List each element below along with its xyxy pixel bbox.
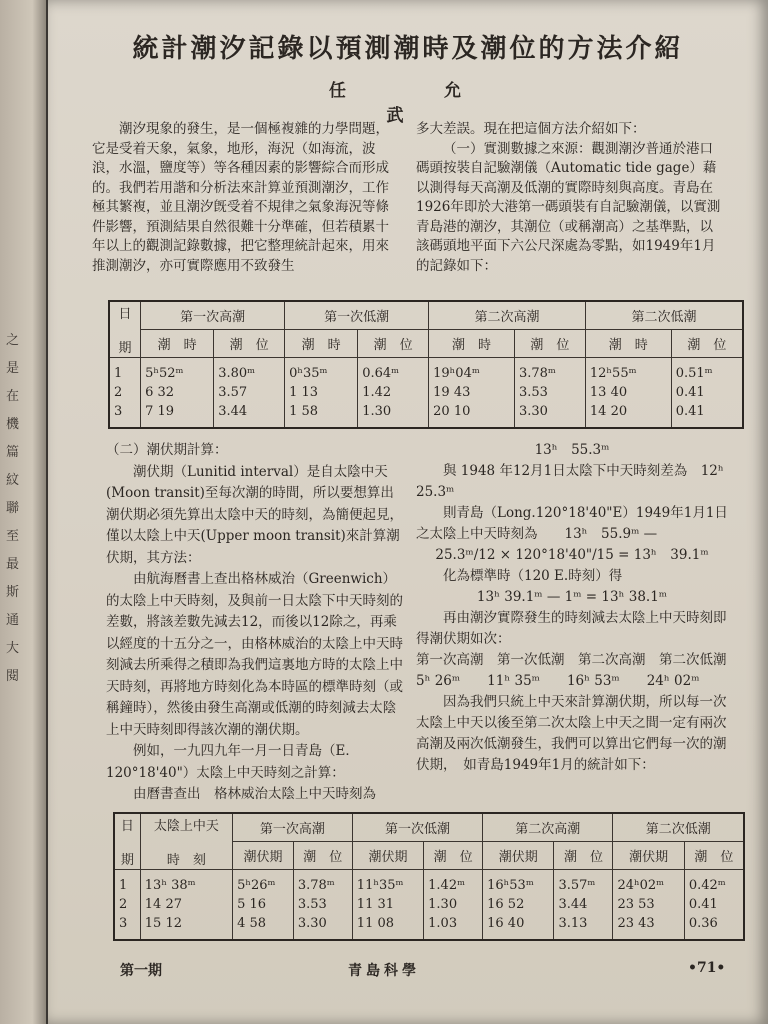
- table2-group-header: 第二次低潮: [613, 813, 744, 842]
- section2-heading: （二）潮伏期計算：: [106, 442, 228, 458]
- table2-values-cell: 0.42ᵐ 0.41 0.36: [684, 870, 744, 941]
- intro-paragraph: 潮汐現象的發生，是一個極複雜的力學問題，它是受着天象，氣象，地形，海況（如海流，波浪，水溫，鹽度等）等各種因素的影響綜合而形成的。我們若用諧和分析法來計算並預測潮汐，工作極其繁複，並且潮汐旣受着不規律之氣象海況等條件影響，預測結果自然很難十分準確，但若積累十年以上的觀測記錄數據，把它整理統計起來，用來推測潮汐，亦可實際應用不致發生: [92, 121, 389, 274]
- table2-values-cell: 16ʰ53ᵐ 16 52 16 40: [483, 870, 554, 941]
- section2-paragraph: 由曆書查出 格林威治太陰上中天時刻為: [133, 786, 376, 802]
- table1-subheader-time: 潮 時: [141, 330, 214, 358]
- section2-right-column: [416, 440, 738, 776]
- adjacent-page-glyph: 在: [6, 389, 20, 404]
- table1-values-cell: 0.64ᵐ 1.42 1.30: [358, 358, 429, 429]
- section1-paragraph: （一）實測數據之來源：觀測潮汐普通於港口碼頭按裝自記驗潮儀（Automatic tide gage）藉以測得每天高潮及低潮的實際時刻與高度。青島在1926年即於大港第一碼頭裝有自記驗潮儀，以實測青島港的潮汐，其潮位（或稱潮高）之基準點，以該碼頭地平面下六公尺深處為零點，如1949年1月的記錄如下：: [416, 140, 721, 274]
- calc-line: 則青島（Long.120°18'40"E）1949年1月1日之太陰上中天時刻為 13ʰ 55.9ᵐ —: [416, 505, 728, 542]
- table2-days-cell: 1 2 3: [114, 870, 140, 941]
- table1-subheader-time: 潮 時: [285, 330, 358, 358]
- table2-group-header: 第一次高潮: [233, 813, 353, 842]
- table1-values-cell: 0.51ᵐ 0.41 0.41: [671, 358, 743, 429]
- adjacent-page-glyph: 聯: [6, 501, 20, 516]
- adjacent-page-glyph: 之: [6, 333, 20, 348]
- article-author: 任 允 武: [329, 81, 507, 126]
- interval-headings: 第一次高潮 第一次低潮 第二次高潮 第二次低潮: [416, 652, 727, 668]
- footer-page-number: •71•: [688, 960, 726, 976]
- table1-values-cell: 19ʰ04ᵐ 19 43 20 10: [429, 358, 515, 429]
- table2-subheader-level: 潮 位: [684, 842, 744, 870]
- table1-subheader-time: 潮 時: [429, 330, 515, 358]
- table2-values-cell: 3.57ᵐ 3.44 3.13: [554, 870, 613, 941]
- table2-values-cell: 24ʰ02ᵐ 23 53 23 43: [613, 870, 684, 941]
- section1-column: [416, 120, 726, 276]
- table2-values-cell: 1.42ᵐ 1.30 1.03: [424, 870, 483, 941]
- adjacent-page-text: [0, 0, 46, 1024]
- calc-line: 化為標準時（120 E.時刻）得: [443, 568, 623, 584]
- table1-group-header: 第一次低潮: [285, 301, 429, 330]
- table2-subheader-interval: 潮伏期: [352, 842, 423, 870]
- table2-group-header: 第二次高潮: [483, 813, 613, 842]
- table2-subheader-level: 潮 位: [554, 842, 613, 870]
- intro-continuation: 多大差誤。現在把這個方法介紹如下：: [416, 121, 646, 137]
- table1-group-header: 第二次低潮: [585, 301, 743, 330]
- table1-values-cell: 0ʰ35ᵐ 1 13 1 58: [285, 358, 358, 429]
- interval-values: 5ʰ 26ᵐ 11ʰ 35ᵐ 16ʰ 53ᵐ 24ʰ 02ᵐ: [416, 673, 700, 689]
- table1-subheader-level: 潮 位: [671, 330, 743, 358]
- table2-header-day: 日 期: [114, 813, 140, 870]
- table1-values-cell: 12ʰ55ᵐ 13 40 14 20: [585, 358, 671, 429]
- tide-record-table: [108, 300, 744, 429]
- table2-subheader-interval: 潮伏期: [483, 842, 554, 870]
- table2-header-transit: 太陰上中天 時 刻: [140, 813, 232, 870]
- footer-journal-name: 青島科學: [348, 963, 420, 979]
- adjacent-page-glyph: 閱: [6, 669, 20, 684]
- table1-values-cell: 3.78ᵐ 3.53 3.30: [514, 358, 585, 429]
- section2-paragraph: 潮伏期（Lunitid interval）是自太陰中天(Moon transit)至每次潮的時間，所以要想算出潮伏期必須先算出太陰中天的時刻，為簡便起見，僅以太陰上中天(Upper moon transit)來計算潮伏期，其方法：: [106, 463, 403, 566]
- adjacent-page-glyph: 至: [6, 529, 20, 544]
- table1-header-day: 日 期: [109, 301, 141, 358]
- calc-line: 與 1948 年12月1日太陰下中天時刻差為 12ʰ 25.3ᵐ: [416, 463, 738, 500]
- calc-line: 13ʰ 39.1ᵐ — 1ᵐ = 13ʰ 38.1ᵐ: [476, 589, 668, 605]
- table2-group-header: 第一次低潮: [352, 813, 482, 842]
- table2-subheader-level: 潮 位: [293, 842, 352, 870]
- table1-subheader-level: 潮 位: [514, 330, 585, 358]
- section2-paragraph: 例如，一九四九年一月一日青島（E．120°18'40"）太陰上中天時刻之計算：: [106, 743, 359, 781]
- table1-group-header: 第二次高潮: [429, 301, 586, 330]
- table1-values-cell: 3.80ᵐ 3.57 3.44: [214, 358, 285, 429]
- document-page: [48, 0, 768, 1024]
- adjacent-page-glyph: 斯: [6, 585, 20, 600]
- lunitidal-interval-table: [113, 812, 745, 941]
- table2-subheader-interval: 潮伏期: [613, 842, 684, 870]
- article-title: 統計潮汐記錄以預測潮時及潮位的方法介紹: [132, 34, 684, 64]
- table1-group-header: 第一次高潮: [141, 301, 285, 330]
- calc-formula: 25.3ᵐ/12 × 120°18'40"/15 = 13ʰ 39.1ᵐ: [435, 547, 709, 563]
- table2-subheader-level: 潮 位: [424, 842, 483, 870]
- calc-line: 13ʰ 55.3ᵐ: [534, 442, 610, 458]
- adjacent-page-glyph: 通: [6, 613, 20, 628]
- section2-left-column: [106, 440, 406, 806]
- table2-subheader-interval: 潮伏期: [233, 842, 294, 870]
- section2-paragraph: 再由潮汐實際發生的時刻減去太陰上中天時刻即得潮伏期如次：: [416, 610, 727, 647]
- section2-paragraph: 因為我們只統上中天來計算潮伏期，所以每一次太陰上中天以後至第二次太陰上中天之間一定有兩次高潮及兩次低潮發生，我們可以算出它們每一次的潮伏期， 如青島1949年1月的統計如下：: [416, 694, 727, 773]
- table1-values-cell: 5ʰ52ᵐ 6 32 7 19: [141, 358, 214, 429]
- table1-subheader-level: 潮 位: [358, 330, 429, 358]
- table1-subheader-level: 潮 位: [214, 330, 285, 358]
- adjacent-page-glyph: 最: [6, 557, 20, 572]
- table2-transit-cell: 13ʰ 38ᵐ 14 27 15 12: [140, 870, 232, 941]
- adjacent-page-glyph: 大: [6, 641, 20, 656]
- section2-paragraph: 由航海曆書上查出格林威治（Greenwich）的太陰上中天時刻，及與前一日太陰下中天時刻的差數，將該差數先減去12，而後以12除之，再乘以經度的十五分之一，由格林威治的太陰上中天時刻減去所乘得之積即為我們這裏地方時的太陰上中天時刻，再將地方時刻化為本時區的標準時刻（或稱鐘時），然後由發生高潮或低潮的時刻減去太陰上中天時刻即得該次潮的潮伏期。: [106, 571, 403, 738]
- adjacent-page-glyph: 篇: [6, 445, 20, 460]
- table1-days-cell: 1 2 3: [109, 358, 141, 429]
- adjacent-page-glyph: 紋: [6, 473, 20, 488]
- table2-values-cell: 3.78ᵐ 3.53 3.30: [293, 870, 352, 941]
- adjacent-page-glyph: 是: [6, 361, 20, 376]
- table2-values-cell: 5ʰ26ᵐ 5 16 4 58: [233, 870, 294, 941]
- adjacent-page-glyph: 機: [6, 417, 20, 432]
- intro-column: [92, 120, 397, 276]
- footer-issue: 第一期: [120, 963, 162, 979]
- table2-values-cell: 11ʰ35ᵐ 11 31 11 08: [352, 870, 423, 941]
- table1-subheader-time: 潮 時: [585, 330, 671, 358]
